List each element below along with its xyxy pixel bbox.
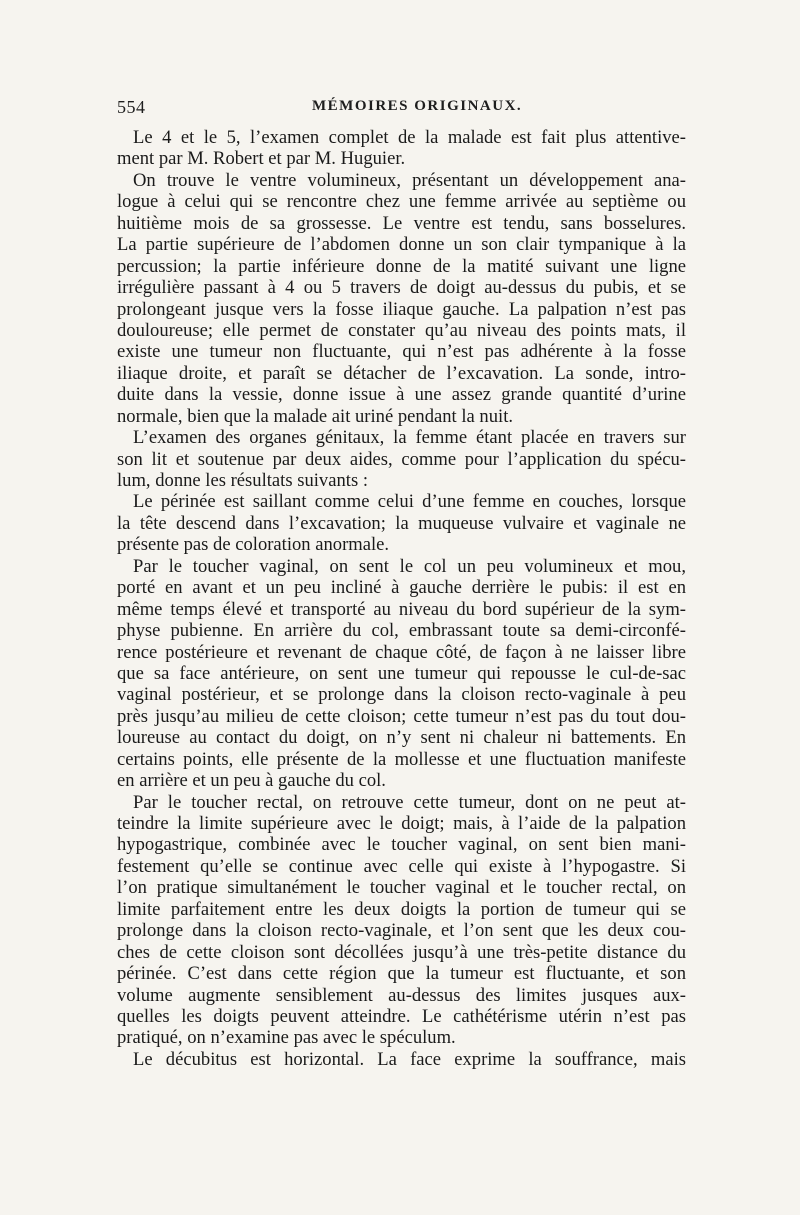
text-line: porté en avant et un peu incliné à gauche derrière le pubis: il est en bbox=[117, 577, 686, 599]
text-line: L’examen des organes génitaux, la femme étant placée en travers sur bbox=[133, 427, 686, 449]
text-line: loureuse au contact du doigt, on n’y sent ni chaleur ni battements. En bbox=[117, 727, 686, 749]
text-line: rence postérieure et revenant de chaque côté, de façon à ne laisser libre bbox=[117, 641, 686, 663]
running-title: MÉMOIRES ORIGINAUX. bbox=[312, 98, 523, 114]
text-line: hypogastrique, combinée avec le toucher vaginal, on sent bien mani- bbox=[117, 834, 686, 856]
text-line: Le décubitus est horizontal. La face exprime la souffrance, mais bbox=[133, 1048, 686, 1070]
text-line: l’on pratique simultanément le toucher vaginal et le toucher rectal, on bbox=[117, 877, 686, 899]
text-line: On trouve le ventre volumineux, présentant un développement ana- bbox=[133, 169, 686, 191]
text-line: la tête descend dans l’excavation; la muqueuse vulvaire et vaginale ne bbox=[117, 512, 686, 534]
text-line: logue à celui qui se rencontre chez une femme arrivée au septième ou bbox=[117, 191, 686, 213]
text-line: physe pubienne. En arrière du col, embrassant toute sa demi-circonfé- bbox=[117, 620, 686, 642]
text-line: La partie supérieure de l’abdomen donne un son clair tympanique à la bbox=[117, 234, 686, 256]
text-line: périnée. C’est dans cette région que la tumeur est fluctuante, et son bbox=[117, 963, 686, 985]
text-line: certains points, elle présente de la mollesse et une fluctuation manifeste bbox=[117, 748, 686, 770]
text-line: volume augmente sensiblement au-dessus des limites jusques aux- bbox=[117, 984, 686, 1006]
text-line: même temps élevé et transporté au niveau du bord supérieur de la sym- bbox=[117, 598, 686, 620]
text-line: huitième mois de sa grossesse. Le ventre est tendu, sans bosselures. bbox=[117, 212, 686, 234]
text-line: duite dans la vessie, donne issue à une assez grande quantité d’urine bbox=[117, 384, 686, 406]
text-line: près jusqu’au milieu de cette cloison; cette tumeur n’est pas du tout dou- bbox=[117, 705, 686, 727]
text-line: iliaque droite, et paraît se détacher de l’excavation. La sonde, intro- bbox=[117, 362, 686, 384]
text-line: en arrière et un peu à gauche du col. bbox=[117, 770, 386, 792]
page-header bbox=[117, 97, 687, 123]
text-line: festement qu’elle se continue avec celle qui existe à l’hypogastre. Si bbox=[117, 855, 686, 877]
text-line: vaginal postérieur, et se prolonge dans la cloison recto-vaginale à peu bbox=[117, 684, 686, 706]
text-line: existe une tumeur non fluctuante, qui n’est pas adhérente à la fosse bbox=[117, 341, 686, 363]
text-line: lum, donne les résultats suivants : bbox=[117, 470, 368, 491]
text-line: Le périnée est saillant comme celui d’une femme en couches, lorsque bbox=[133, 491, 686, 513]
text-line: son lit et soutenue par deux aides, comme pour l’application du spécu- bbox=[117, 448, 686, 470]
text-line: prolonge dans la cloison recto-vaginale, et l’on sent que les deux cou- bbox=[117, 920, 686, 942]
body-text bbox=[117, 127, 686, 1070]
text-line: teindre la limite supérieure avec le doigt; mais, à l’aide de la palpation bbox=[117, 813, 686, 834]
text-line: douloureuse; elle permet de constater qu’au niveau des points mats, il bbox=[117, 319, 686, 341]
text-line: Par le toucher rectal, on retrouve cette tumeur, dont on ne peut at- bbox=[133, 791, 686, 813]
text-line: ment par M. Robert et par M. Huguier. bbox=[117, 148, 406, 170]
text-line: irrégulière passant à 4 ou 5 travers de doigt au-dessus du pubis, et se bbox=[117, 277, 686, 299]
text-line: présente pas de coloration anormale. bbox=[117, 534, 390, 556]
text-line: ches de cette cloison sont décollées jusqu’à une très-petite distance du bbox=[117, 941, 686, 963]
text-line: que sa face antérieure, on sent une tumeur qui repousse le cul-de-sac bbox=[117, 662, 686, 684]
text-line: pratiqué, on n’examine pas avec le spéculum. bbox=[117, 1027, 456, 1049]
text-line: percussion; la partie inférieure donne de la matité suivant une ligne bbox=[117, 255, 686, 277]
text-line: Par le toucher vaginal, on sent le col un peu volumineux et mou, bbox=[133, 555, 686, 577]
text-line: quelles les doigts peuvent atteindre. Le cathétérisme utérin n’est pas bbox=[117, 1005, 686, 1027]
text-line: Le 4 et le 5, l’examen complet de la malade est fait plus attentive- bbox=[133, 127, 686, 148]
text-line: normale, bien que la malade ait uriné pendant la nuit. bbox=[117, 405, 514, 427]
text-line: prolongeant jusque vers la fosse iliaque gauche. La palpation n’est pas bbox=[117, 298, 686, 320]
page-number: 554 bbox=[117, 97, 146, 117]
text-line: limite parfaitement entre les deux doigts la portion de tumeur qui se bbox=[117, 898, 686, 920]
